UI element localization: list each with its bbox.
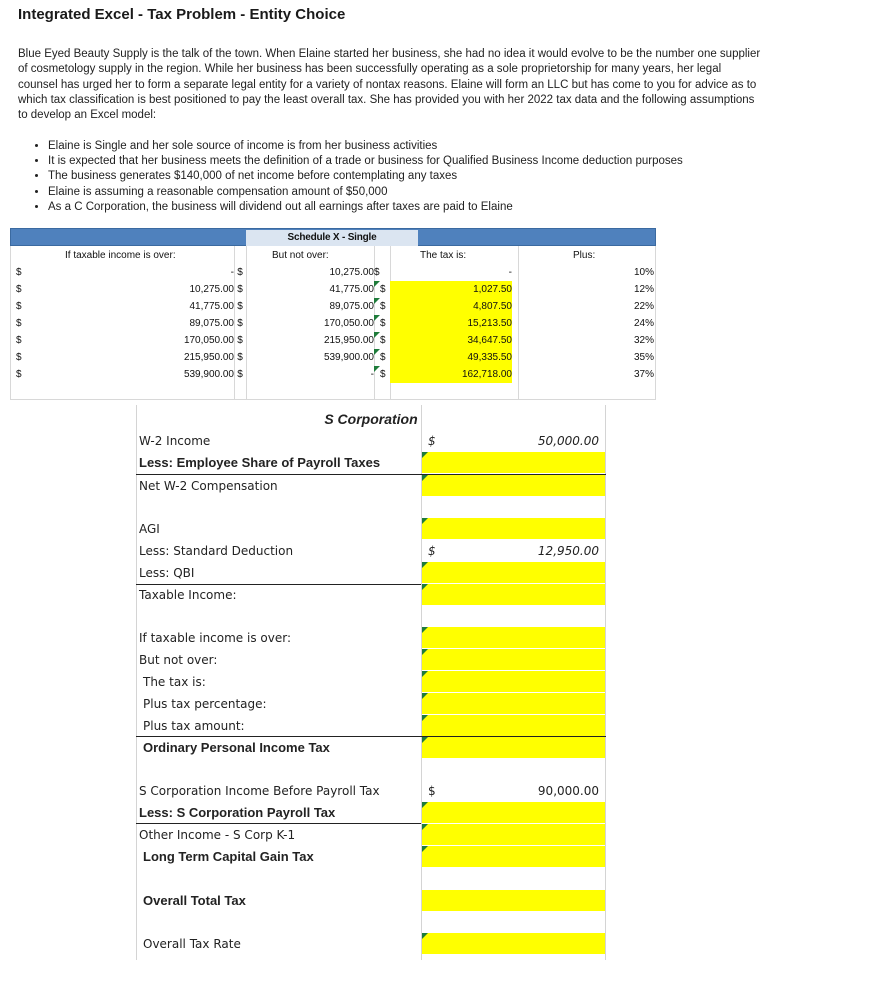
less-payroll-cell[interactable] bbox=[422, 452, 605, 473]
table-row bbox=[10, 281, 656, 298]
formula-indicator-icon bbox=[422, 627, 428, 633]
scorp-heading: S Corporation bbox=[324, 411, 418, 427]
bracket-not-over[interactable]: 10,275.00 bbox=[329, 267, 374, 278]
lookup-not-over-cell[interactable] bbox=[422, 649, 605, 670]
lookup-not-over-label: But not over: bbox=[139, 653, 218, 667]
assumption-item: • Elaine is assuming a reasonable compensation amount of $50,000 bbox=[48, 185, 683, 200]
bracket-tax[interactable]: 34,647.50 bbox=[390, 332, 512, 349]
formula-indicator-icon bbox=[422, 562, 428, 568]
bracket-over[interactable]: 539,900.00 bbox=[183, 369, 234, 380]
w2-income-value: 50,000.00 bbox=[537, 434, 599, 448]
currency-sign: $ bbox=[374, 332, 388, 349]
overall-rate-cell[interactable] bbox=[422, 933, 605, 954]
currency-sign: $ bbox=[374, 281, 388, 298]
currency-sign: $ bbox=[237, 369, 243, 380]
plus-percentage-label: Plus tax percentage: bbox=[143, 697, 267, 711]
ltcg-cell[interactable] bbox=[422, 846, 605, 867]
currency-sign: $ bbox=[16, 335, 22, 346]
currency-sign: $ bbox=[374, 315, 388, 332]
other-income-row bbox=[136, 824, 606, 846]
currency-sign: $ bbox=[374, 366, 388, 383]
standard-deduction-value: 12,950.00 bbox=[537, 544, 599, 558]
less-payroll-label: Less: Employee Share of Payroll Taxes bbox=[139, 455, 381, 470]
bracket-rate[interactable]: 24% bbox=[633, 318, 654, 329]
lookup-over-cell[interactable] bbox=[422, 627, 605, 648]
taxable-income-cell[interactable] bbox=[422, 584, 605, 605]
currency-sign: $ bbox=[237, 318, 243, 329]
taxable-income-label: Taxable Income: bbox=[139, 588, 237, 602]
formula-indicator-icon bbox=[422, 452, 428, 458]
bracket-over[interactable]: 41,775.00 bbox=[189, 301, 234, 312]
ordinary-tax-cell[interactable] bbox=[422, 737, 605, 758]
currency-sign: $ bbox=[237, 301, 243, 312]
header-tax-is: The tax is: bbox=[420, 250, 467, 261]
bracket-over[interactable]: 10,275.00 bbox=[189, 284, 234, 295]
assumption-item: • Elaine is Single and her sole source of income is from her business activities bbox=[48, 139, 683, 154]
formula-indicator-icon bbox=[422, 693, 428, 699]
formula-indicator-icon bbox=[374, 349, 380, 355]
formula-indicator-icon bbox=[422, 737, 428, 743]
agi-label: AGI bbox=[139, 522, 160, 536]
bracket-rate[interactable]: 22% bbox=[633, 301, 654, 312]
scorp-income-label: S Corporation Income Before Payroll Tax bbox=[139, 784, 380, 798]
ordinary-tax-row bbox=[136, 737, 606, 759]
formula-indicator-icon bbox=[422, 802, 428, 808]
header-not-over: But not over: bbox=[272, 250, 329, 261]
formula-indicator-icon bbox=[422, 671, 428, 677]
currency-sign: $ bbox=[16, 267, 22, 278]
scorp-income-row bbox=[136, 780, 606, 802]
header-plus: Plus: bbox=[573, 250, 596, 261]
agi-row bbox=[136, 518, 606, 540]
scorp-payroll-row bbox=[136, 802, 606, 824]
lookup-over-row bbox=[136, 627, 606, 649]
bracket-not-over[interactable]: 41,775.00 bbox=[329, 284, 374, 295]
currency-sign: $ bbox=[237, 284, 243, 295]
formula-indicator-icon bbox=[422, 824, 428, 830]
formula-indicator-icon bbox=[422, 518, 428, 524]
standard-deduction-cell[interactable] bbox=[422, 540, 605, 561]
qbi-label: Less: QBI bbox=[139, 566, 195, 580]
formula-indicator-icon bbox=[422, 649, 428, 655]
less-payroll-row bbox=[136, 452, 606, 474]
plus-percentage-row bbox=[136, 693, 606, 715]
bracket-tax[interactable]: 1,027.50 bbox=[390, 281, 512, 298]
lookup-tax-is-label: The tax is: bbox=[143, 675, 206, 689]
ltcg-row bbox=[136, 846, 606, 868]
formula-indicator-icon bbox=[374, 332, 380, 338]
currency-sign: $ bbox=[428, 784, 436, 798]
bracket-not-over[interactable]: 539,900.00 bbox=[323, 352, 374, 363]
currency-sign: $ bbox=[16, 284, 22, 295]
table-row bbox=[10, 264, 656, 281]
bracket-rate[interactable]: 35% bbox=[633, 352, 654, 363]
plus-amount-label: Plus tax amount: bbox=[143, 719, 245, 733]
formula-indicator-icon bbox=[374, 298, 380, 304]
net-w2-label: Net W-2 Compensation bbox=[139, 479, 278, 493]
bracket-not-over[interactable]: 89,075.00 bbox=[329, 301, 374, 312]
bracket-tax[interactable]: 15,213.50 bbox=[390, 315, 512, 332]
formula-indicator-icon bbox=[374, 366, 380, 372]
currency-sign: $ bbox=[237, 267, 243, 278]
ltcg-label: Long Term Capital Gain Tax bbox=[143, 849, 314, 864]
scorp-income-value: 90,000.00 bbox=[537, 784, 599, 798]
overall-tax-cell[interactable] bbox=[422, 890, 605, 911]
ordinary-tax-label: Ordinary Personal Income Tax bbox=[143, 740, 330, 755]
problem-intro: Blue Eyed Beauty Supply is the talk of the town. When Elaine started her business, she had no idea it would evolve to be the number one supplier of cosmetology supply in the region. While her business has been successfully operating as a sole proprietorship for many years, her legal counsel has urged her to form a separate legal entity for a variety of nontax reasons. Elaine will form an LLC but has come to you for advice as to which tax classification is best positioned to pay the least overall tax. She has provided you with her 2022 tax data and the following assumptions to develop an Excel model: bbox=[18, 48, 761, 122]
schedule-x-table bbox=[10, 228, 656, 400]
scorp-income-cell[interactable] bbox=[422, 780, 605, 801]
formula-indicator-icon bbox=[422, 933, 428, 939]
net-w2-cell[interactable] bbox=[422, 475, 605, 496]
lookup-tax-is-cell[interactable] bbox=[422, 671, 605, 692]
table-row bbox=[10, 315, 656, 332]
assumptions-list bbox=[30, 139, 683, 215]
standard-deduction-row bbox=[136, 540, 606, 562]
currency-sign: $ bbox=[16, 318, 22, 329]
formula-indicator-icon bbox=[422, 846, 428, 852]
other-income-label: Other Income - S Corp K-1 bbox=[139, 828, 296, 842]
plus-percentage-cell[interactable] bbox=[422, 693, 605, 714]
qbi-row bbox=[136, 562, 606, 584]
lookup-not-over-row bbox=[136, 649, 606, 671]
currency-sign: $ bbox=[374, 349, 388, 366]
w2-income-label: W-2 Income bbox=[139, 434, 211, 448]
standard-deduction-label: Less: Standard Deduction bbox=[139, 544, 294, 558]
bracket-rate[interactable]: 12% bbox=[633, 284, 654, 295]
table-row bbox=[10, 349, 656, 366]
bracket-over[interactable]: 170,050.00 bbox=[183, 335, 234, 346]
currency-sign: $ bbox=[16, 369, 22, 380]
currency-sign: $ bbox=[16, 301, 22, 312]
bracket-rate[interactable]: 37% bbox=[633, 369, 654, 380]
qbi-cell[interactable] bbox=[422, 562, 605, 583]
bracket-tax[interactable]: 4,807.50 bbox=[390, 298, 512, 315]
formula-indicator-icon bbox=[374, 281, 380, 287]
page-title: Integrated Excel - Tax Problem - Entity Choice bbox=[18, 6, 346, 23]
assumption-item: • The business generates $140,000 of net income before contemplating any taxes bbox=[48, 169, 683, 184]
bracket-rate[interactable]: 10% bbox=[633, 267, 654, 278]
overall-tax-label: Overall Total Tax bbox=[143, 893, 246, 908]
assumption-item: • It is expected that her business meets the definition of a trade or business for Qualified Business Income deduction purposes bbox=[48, 154, 683, 169]
currency-sign: $ bbox=[237, 352, 243, 363]
formula-indicator-icon bbox=[422, 715, 428, 721]
header-over: If taxable income is over: bbox=[65, 250, 176, 261]
table-row bbox=[10, 332, 656, 349]
net-w2-row bbox=[136, 475, 606, 497]
bracket-rate[interactable]: 32% bbox=[633, 335, 654, 346]
schedule-title: Schedule X - Single bbox=[246, 230, 418, 246]
agi-cell[interactable] bbox=[422, 518, 605, 539]
overall-tax-row bbox=[136, 890, 606, 912]
scorp-payroll-label: Less: S Corporation Payroll Tax bbox=[139, 805, 336, 820]
lookup-over-label: If taxable income is over: bbox=[139, 631, 291, 645]
table-row bbox=[10, 298, 656, 315]
formula-indicator-icon bbox=[374, 315, 380, 321]
overall-rate-label: Overall Tax Rate bbox=[143, 937, 241, 951]
formula-indicator-icon bbox=[422, 584, 428, 590]
currency-sign: $ bbox=[374, 298, 388, 315]
table-row bbox=[10, 366, 656, 383]
bracket-tax[interactable]: 162,718.00 bbox=[390, 366, 512, 383]
currency-sign: $ bbox=[237, 335, 243, 346]
scorp-payroll-cell[interactable] bbox=[422, 802, 605, 823]
w2-income-cell[interactable] bbox=[422, 430, 605, 451]
currency-sign: $ bbox=[428, 434, 436, 448]
bracket-tax[interactable]: 49,335.50 bbox=[390, 349, 512, 366]
currency-sign: $ bbox=[428, 544, 436, 558]
taxable-income-row bbox=[136, 584, 606, 606]
bracket-over[interactable]: - bbox=[230, 267, 234, 278]
bracket-not-over[interactable]: - bbox=[370, 369, 374, 380]
bracket-not-over[interactable]: 170,050.00 bbox=[323, 318, 374, 329]
currency-sign: $ bbox=[16, 352, 22, 363]
lookup-tax-is-row bbox=[136, 671, 606, 693]
plus-amount-row bbox=[136, 715, 606, 737]
bracket-not-over[interactable]: 215,950.00 bbox=[323, 335, 374, 346]
other-income-cell[interactable] bbox=[422, 824, 605, 845]
s-corporation-sheet bbox=[136, 405, 606, 960]
plus-amount-cell[interactable] bbox=[422, 715, 605, 736]
overall-rate-row bbox=[136, 933, 606, 955]
currency-sign: $ bbox=[374, 267, 380, 278]
bracket-over[interactable]: 215,950.00 bbox=[183, 352, 234, 363]
assumption-item: • As a C Corporation, the business will dividend out all earnings after taxes are paid to Elaine bbox=[48, 200, 683, 215]
formula-indicator-icon bbox=[422, 475, 428, 481]
bracket-over[interactable]: 89,075.00 bbox=[189, 318, 234, 329]
w2-income-row bbox=[136, 430, 606, 452]
bracket-tax[interactable]: - bbox=[508, 267, 512, 278]
